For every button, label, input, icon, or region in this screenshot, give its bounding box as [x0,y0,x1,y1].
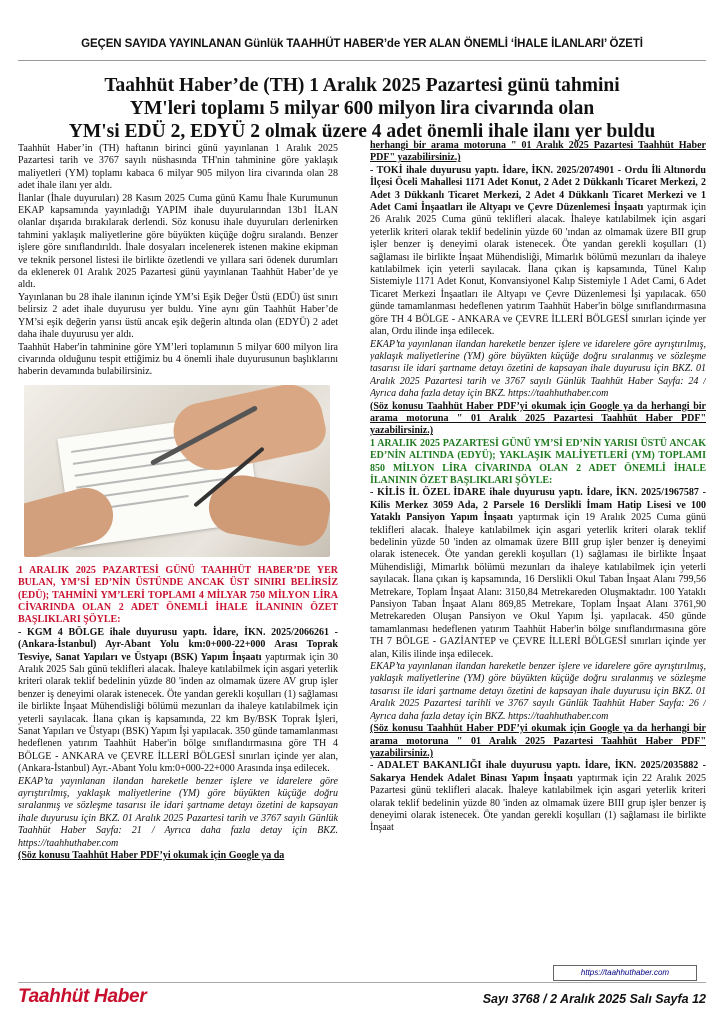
headline-line-1: Taahhüt Haber’de (TH) 1 Aralık 2025 Pazartesi günü tahmini [104,75,620,96]
item-kgm-head: - KGM 4 BÖLGE ihale duyurusu yaptı. İdare, İKN. 2025/2066261 - (Ankara-İstanbul) Ayr-Abant Yolu km:0+000-22+000 Arası Toprak Tesviye, Sanat Yapıları ve Üstyapı (BSK) Yapım İnşaatı [18,626,338,663]
pdf-hint-2: (Söz konusu Taahhüt Haber PDF’yi okumak için Google ya da herhangi bir arama motoruna " 01 Aralık 2025 Pazartesi Taahhüt Haber PDF" yazabilirsiniz.) [370,400,706,437]
right-column [370,140,706,952]
item-toki [370,165,706,339]
top-divider [18,60,706,61]
item-kilis-body: yaptırmak için 19 Aralık 2025 Cuma günü teklifleri alacak. İhaleye katılabilmek için asgari yeterlik kriteri olarak teklif bedelinin yüzde 50 'inden az olmamak üzere BIII grup işler benzer iş deneyimi olarak istenecek. Öte yandan gerekli koşulları (1) sağlaması ile birlikte İnşaat Mühendisliği, Mimarlık bölümü mezunları da ihaleye katılabilmek için yeterli sayılacak. İlana çıkan iş kapsamında, 16 Derslikli Okul Taban İnşaat Alanı 799,56 Metrekare, Toplam İnşaat Alanı: 3150,84 Metrekareden Oluşmaktadır. 100 Yataklı Pansiyon Taban İnşaat Alanı 869,85 Metrekare, Toplam İnşaat Alanı 3761,90 Metrekareden Oluşan Pansiyon ve Okul Yapım İşi. yapılacak. 450 günde tamamlanması hedeflenen yatırım Taahhüt Haber'in bölge sınıflandırmasına göre TH 7 BÖLGE - GAZİANTEP ve ÇEVRE İLLERİ BÖLGESİ sınırları içinde yer alan, Kilis ilinde inşa edilecek. [370,512,706,660]
item-kilis-note: EKAP’ta yayınlanan ilandan hareketle benzer işlere ve idarelere göre ayrıştırılmış, yaklaşık maliyetlerine (YM) göre büyükten küçüğe doğru sıralanmış ve sözleşme tasarısı ile idari şartname detayı özetini de kapsayan ihale duyurusu için BKZ. 01 Aralık 2025 Pazartesi tarihli ve 3767 sayılı Günlük Taahhüt Haber Sayfa: 26 / Ayrıca daha fazla detay için BKZ. https://taahhuthaber.com [370,661,706,722]
footer-divider [18,982,706,983]
issue-info: Sayı 3768 / 2 Aralık 2025 Salı Sayfa 12 [482,992,706,1006]
website-link[interactable]: https://taahhuthaber.com [553,965,697,981]
pdf-hint-end: herhangi bir arama motoruna " 01 Aralık 2025 Pazartesi Taahhüt Haber PDF" yazabilirsiniz.) [370,140,706,164]
intro-paragraph-3: Yayınlanan bu 28 ihale ilanının içinde YM’si Eşik Değer Üstü (EDÜ) üst sınırı belirsiz 2 adet ihale duyurusu yer buldu. Yine aynı gün Taahhüt Haber’de YM’si eşik değerin yarısı üstü ancak eşik değerin altında olan (EDYÜ) 2 adet daha ihale duyurusu yer aldı. [18,291,338,341]
headline [18,74,706,143]
section-title-edu: 1 ARALIK 2025 PAZARTESİ GÜNÜ TAAHHÜT HABER’DE YER BULAN, YM’Sİ ED’NİN ÜSTÜNDE ANCAK ÜST SINIRI BELİRSİZ (EDÜ); TAHMİNİ YM’LERİ TOPLAMI 4 MİLYAR 750 MİLYON LİRA CİVARINDA OLAN 2 ADET ÖNEMLİ İHALE İLANININ ÖZET BAŞLIKLARI ŞÖYLE: [18,564,338,626]
item-kilis-head: - KİLİS İL ÖZEL İDARE ihale duyurusu yaptı. İdare, İKN. 2025/1967587 - Kilis Merkez 3059 Ada, 2 Parsele 16 Derslikli İmam Hatip Lisesi ve 100 Yataklı Pansiyon Yapım İnşaatı [370,487,706,524]
top-banner: GEÇEN SAYIDA YAYINLANAN Günlük TAAHHÜT HABER’de YER ALAN ÖNEMLİ ‘İHALE İLANLARI’ ÖZETİ [81,38,643,50]
item-kgm [18,627,338,776]
hand-top [168,385,329,478]
section-title-edyu: 1 ARALIK 2025 PAZARTESİ GÜNÜ YM’Sİ ED’NİN YARISI ÜSTÜ ANCAK ED’NİN ALTINDA (EDYÜ); YAKLAŞIK MALİYETLERİ (YM) TOPLAMI 850 MİLYON LİRA CİVARINDA OLAN 2 ADET ÖNEMLİ İHALE İLANININ ÖZET BAŞLIKLARI ŞÖYLE: [370,437,706,486]
headline-line-3: YM'si EDÜ 2, EDYÜ 2 olmak üzere 4 adet önemli ihale ilanı yer buldu [68,121,656,142]
intro-paragraph-2: İlanlar (İhale duyuruları) 28 Kasım 2025 Cuma günü Kamu İhale Kurumunun EKAP kapsamında yayınladığı YAPIM ihale duyurularından 13b1 İLAN olanlar dışarıda bırakılarak derlendi. Söz konusu ihale duyuruları derlenirken tahmini yaklaşık maliyetlerine göre büyükten küçüğe doğru sıralandı. Benzer işlere göre sınıflandırıldı. İhale dosyaları incelenerek istenen makine ekipman ve teknik personel listesi ile birlikte özetlendi ve yıllara sari ödenek durumları da eklenerek 01 Aralık 2025 Pazartesi günü yayınlanan Taahhüt Haber’de ye aldı. [18,192,338,291]
left-column [18,143,338,945]
pdf-hint-3: (Söz konusu Taahhüt Haber PDF’yi okumak için Google ya da herhangi bir arama motoruna " 01 Aralık 2025 Pazartesi Taahhüt Haber PDF" yazabilirsiniz.) [370,723,706,759]
item-toki-body: yaptırmak için 26 Aralık 2025 Cuma günü teklifleri alacak. İhaleye katılabilmek için asgari yeterlik kriteri olarak teklif bedelinin yüzde 60 'ından az olmamak üzere BII grup işler benzer iş deneyimi olarak istenecek. Öte yandan gerekli koşulları (1) sağlaması ile birlikte İnşaat Mühendisliği, Mimarlık bölümü mezunları da ihaleye katılabilmek için yeterli sayılacak. İlana çıkan iş kapsamında, Tünel Kalıp Sistemiyle 1171 Adet Konut, Konvansiyonel Kalıp Sistemiyle 1 Adet Cami, 6 Adet Ticaret Merkezi İnşaatları ile Altyapı ve Çevre Düzenlemesi İşi yapılacak. 650 günde tamamlanması hedeflenen yatırım Taahhüt Haber'in bölge sınıflandırmasına göre TH 4 BÖLGE - ANKARA ve ÇEVRE İLLERİ BÖLGESİ sınırları içinde yer alan, Ordu ilinde inşa edilecek. [370,202,706,338]
item-kgm-note: EKAP’ta yayınlanan ilandan hareketle benzer işlere ve idarelere göre ayrıştırılmış, yaklaşık maliyetlerine (YM) göre büyükten küçüğe doğru sıralanmış ve sözleşme tasarısı ile idari şartname detayı özetini de kapsayan ihale duyurusu için BKZ. 01 Aralık 2025 Pazartesi tarih ve 3767 sayılı Günlük Taahhüt Haber Sayfa: 21 / Ayrıca daha fazla detay için BKZ. https://taahhuthaber.com [18,775,338,849]
item-toki-head: - TOKİ ihale duyurusu yaptı. İdare, İKN. 2025/2074901 - Ordu İli Altınordu İlçesi Öceli Mahallesi 1171 Adet Konut, 2 Adet 2 Dükkanlı Ticaret Merkezi, 2 Adet 3 Dükkanlı Ticaret Merkezi, 2 Adet 4 Dükkanlı Ticaret Merkezi ve 1 Adet Cami İnşaatları ile Altyapı ve Çevre Düzenlemesi İnşaatı [370,164,706,214]
item-kgm-body: yaptırmak için 30 Aralık 2025 Salı günü teklifleri alacak. İhaleye katılabilmek için asgari yeterlik kriteri olarak teklif bedelinin yüzde 80 'inden az olmamak üzere AV grup işler benzer iş deneyimi olarak istenecek. Öte yandan gerekli koşulları (1) sağlaması ile birlikte İnşaat Mühendisliği bölümü mezunları da ihaleye katılabilmek için yeterli sayılacak. İlana çıkan iş kapsamında, 22 km By/BSK Toprak İşleri, Sanat Yapıları ve Üstyapı (BSK) Yapım İşi yapılacak. 350 günde tamamlanması hedeflenen yatırım Taahhüt Haber'in bölge sınıflandırmasına göre TH 4 BÖLGE - ANKARA ve ÇEVRE İLLERİ BÖLGESİ sınırları içinde yer alan, (Ankara-İstanbul) Ayr.-Abant Yolu km:0+000-22+000 Arasında inşa edilecek. [18,651,338,775]
pdf-hint-start: (Söz konusu Taahhüt Haber PDF’yi okumak için Google ya da [18,850,285,862]
item-adalet-body: yaptırmak için 22 Aralık 2025 Pazartesi günü teklifleri alacak. İhaleye katılabilmek için asgari yeterlik kriteri olarak teklif bedelinin yüzde 80 'inden az olmamak üzere BIII grup işler benzer iş deneyimi olarak istenecek. Öte yandan gerekli koşulları (1) sağlaması ile birlikte İnşaat [370,772,706,834]
handshake-contract-photo [24,385,330,557]
item-adalet [370,760,706,834]
headline-line-2: YM'leri toplamı 5 milyar 600 milyon lira civarında olan [129,98,595,119]
intro-paragraph-1: Taahhüt Haber’in (TH) haftanın birinci günü yayınlanan 1 Aralık 2025 Pazartesi tarih ve 3767 sayılı nüshasında TH'nin tahminine göre yaklaşık maliyetleri (YM) toplamı kabaca 6 milyar 905 milyon lira civarında olan 28 adet ihale ilanı yer aldı. [18,143,338,192]
item-adalet-head: - ADALET BAKANLIĞI ihale duyurusu yaptı. İdare, İKN. 2025/2035882 - Sakarya Hendek Adalet Binası Yapım İnşaatı [370,760,706,784]
item-kilis [370,487,706,661]
intro-paragraph-4: Taahhüt Haber'in tahminine göre YM’leri toplamının 5 milyar 600 milyon lira civarında olduğunu tespit ettiğimiz bu 4 önemli ihale duyurusunun başlıklarını haberin devamında bulabilirsiniz. [18,341,338,378]
item-toki-note: EKAP’ta yayınlanan ilandan hareketle benzer işlere ve idarelere göre ayrıştırılmış, yaklaşık maliyetlerine (YM) göre büyükten küçüğe doğru sıralanmış ve sözleşme tasarısı ile idari şartname detayı özetini de kapsayan ihale duyurusu için BKZ. 01 Aralık 2025 Pazartesi tarih ve 3767 sayılı Günlük Taahhüt Haber Sayfa: 24 / Ayrıca daha fazla detay için BKZ. https://taahhuthaber.com [370,338,706,400]
taahhut-haber-logo: Taahhüt Haber [18,986,147,1007]
